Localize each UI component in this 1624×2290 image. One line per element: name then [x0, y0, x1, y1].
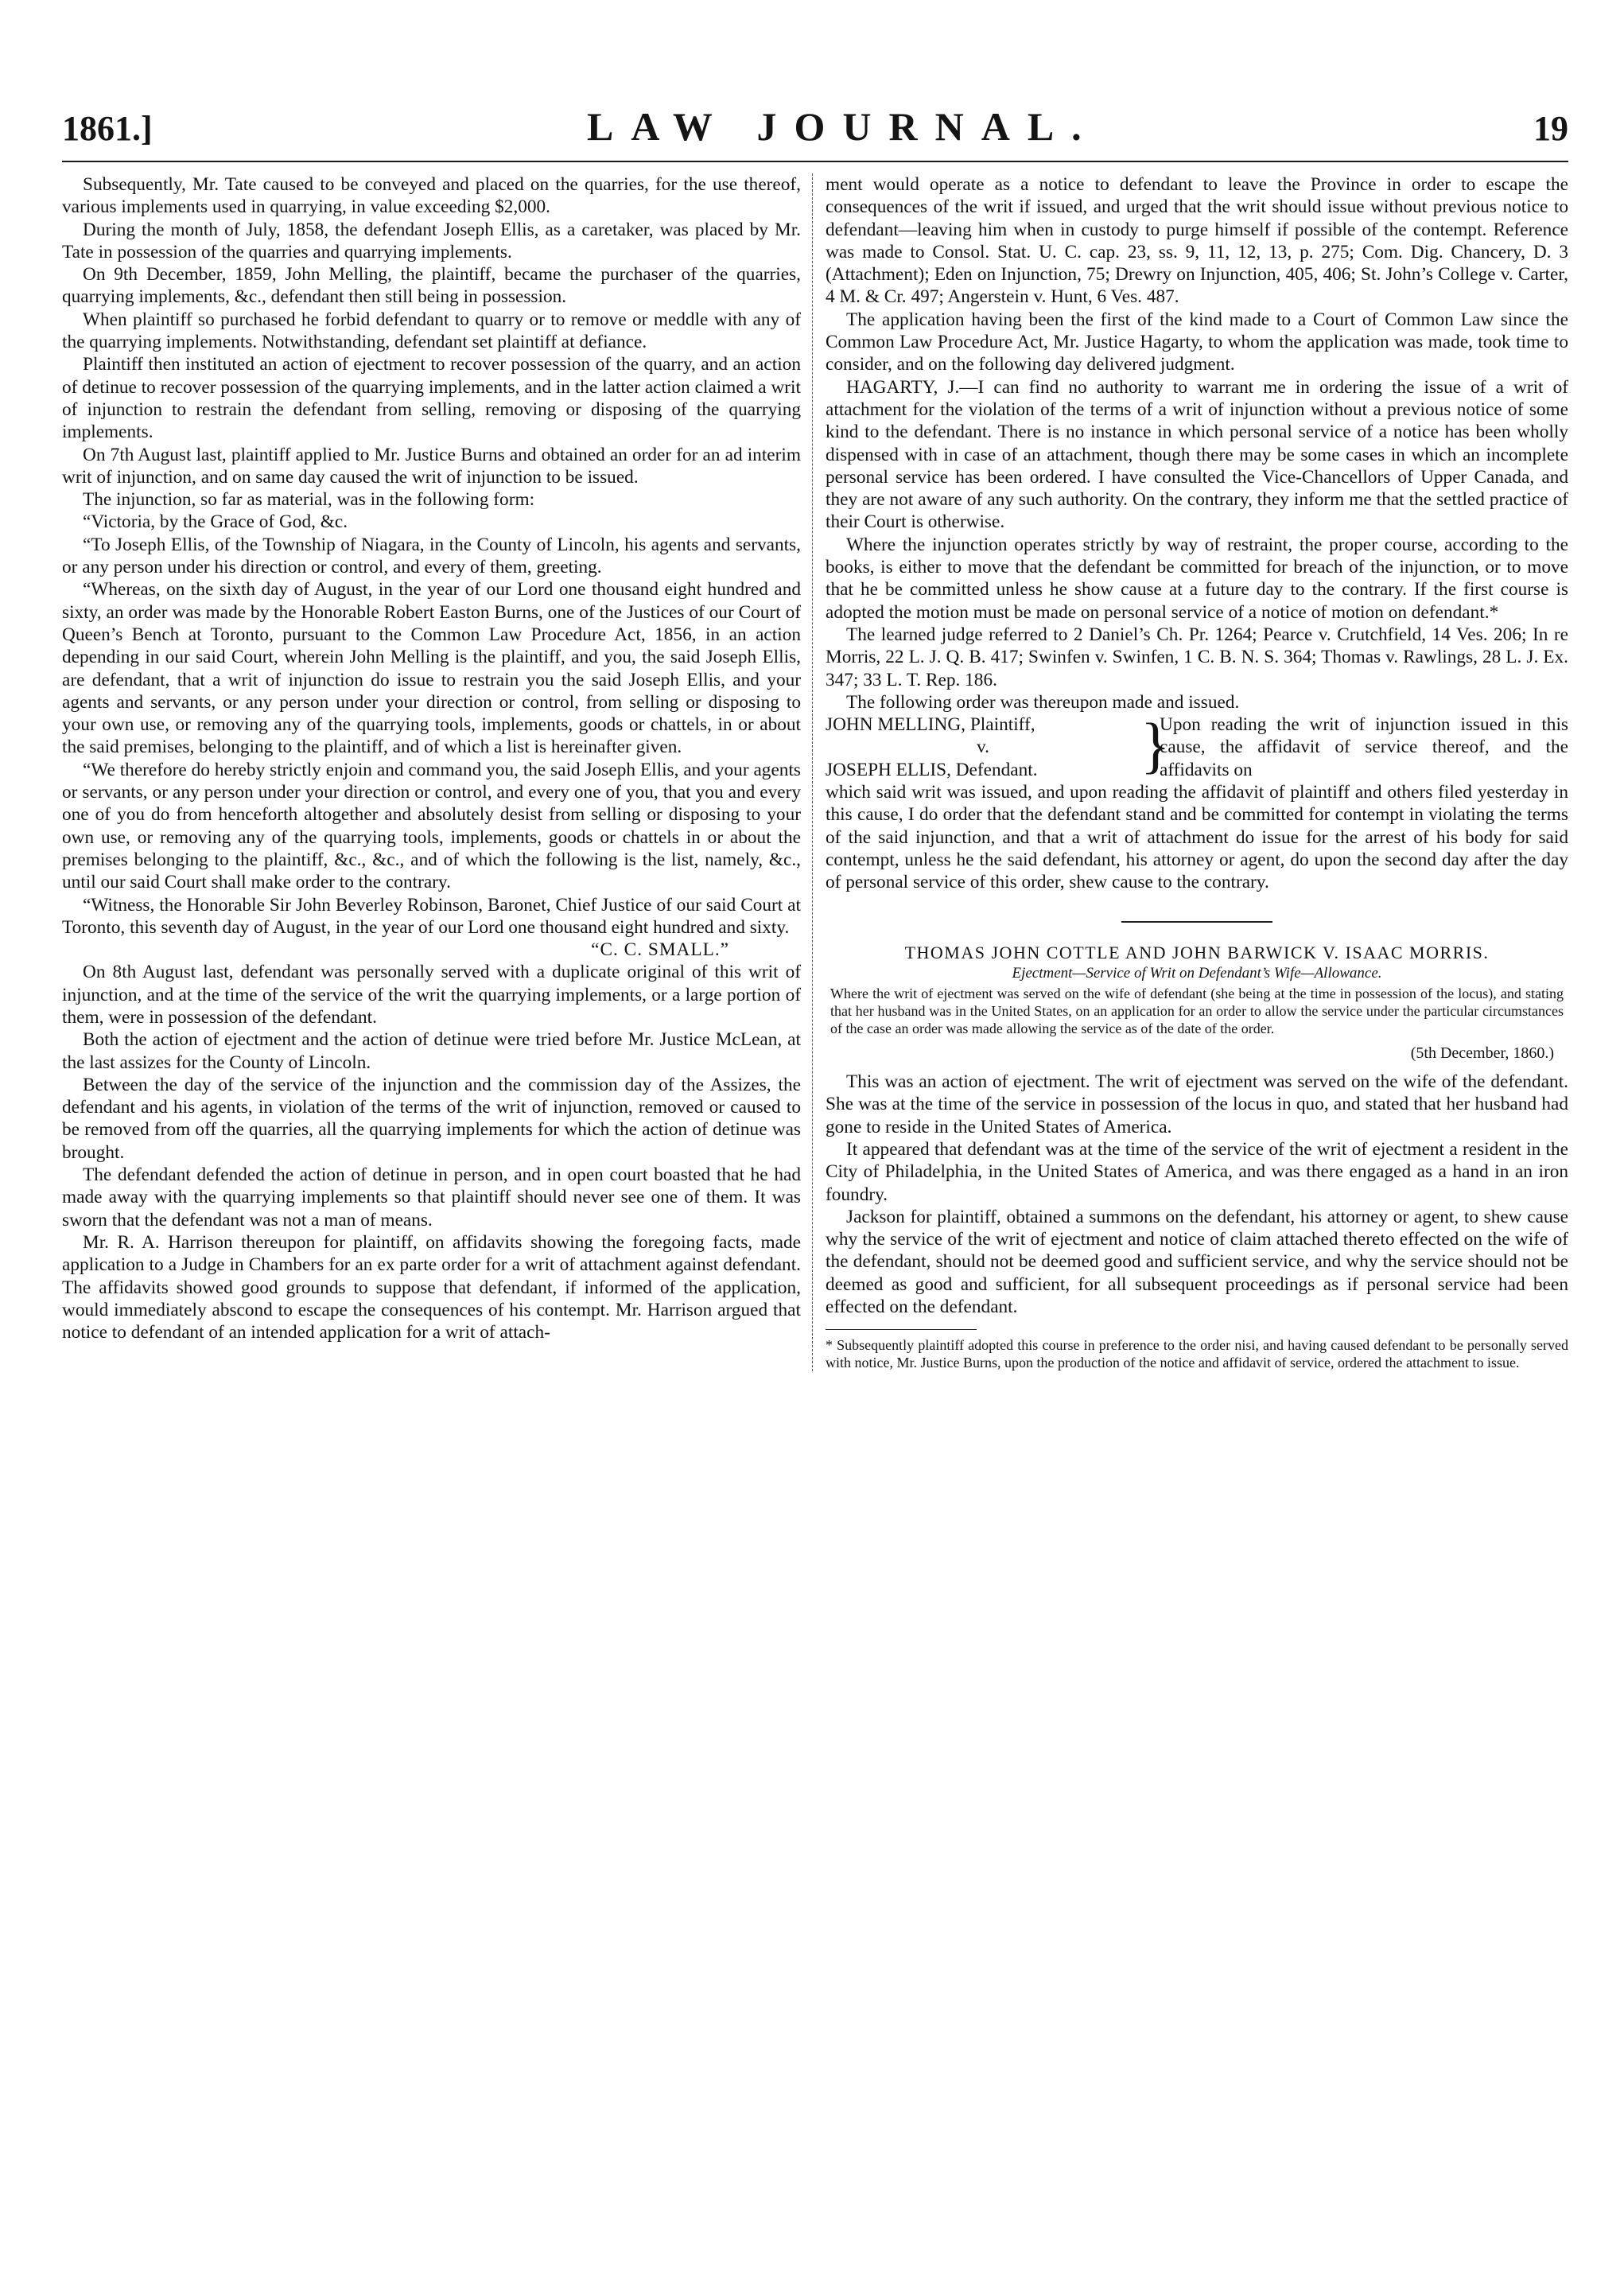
footnote-rule [826, 1329, 977, 1330]
left-column [62, 173, 813, 1371]
order-plaintiff: JOHN MELLING, Plaintiff, [826, 714, 1035, 736]
case-subtitle: Ejectment—Service of Writ on Defendant’s Wife—Allowance. [1012, 964, 1382, 982]
brace-glyph: } [1140, 710, 1171, 780]
paragraph: Both the action of ejectment and the action of detinue were tried before Mr. Justice McLean, at the last assizes for the County of Lincoln. [62, 1029, 801, 1073]
page-header [62, 103, 1568, 154]
paragraph: “Whereas, on the sixth day of August, in the year of our Lord one thousand eight hundred and sixty, an order was made by the Honorable Robert Easton Burns, one of the Justices of our Court of Queen’s Bench at Toronto, pursuant to the Common Law Procedure Act, 1856, in an action depending in our said Court, wherein John Melling is the plaintiff, and you, the said Joseph Ellis, are defendant, that a writ of injunction do issue to restrain you the said Joseph Ellis, and your agents and servants, or any person under your direction or control, from selling or disposing to your own use, or removing any of the quarrying tools, implements, goods or chattels, in or about the said premises, belonging to the plaintiff, and of which a list is hereinafter given. [62, 579, 801, 758]
paragraph: Between the day of the service of the injunction and the commission day of the Assizes, the defendant and his agents, in violation of the terms of the writ of injunction, removed or caused to be removed from off the quarries, all the quarrying implements for which the action of detinue was brought. [62, 1074, 801, 1163]
paragraph: The defendant defended the action of detinue in person, and in open court boasted that he had made away with the quarrying implements so that plaintiff should never see one of them. It was sworn that the defendant was not a man of means. [62, 1164, 801, 1231]
paragraph: ment would operate as a notice to defendant to leave the Province in order to escape the consequences of the writ if issued, and urged that the writ should issue without previous notice to defendant—leaving him when in custody to purge himself if possible of the contempt. Reference was made to Consol. Stat. U. C. cap. 23, ss. 9, 11, 12, 13, p. 275; Com. Dig. Chancery, D. 3 (Attachment); Eden on Injunction, 75; Drewry on Injunction, 405, 406; St. John’s College v. Carter, 4 M. & Cr. 497; Angerstein v. Hunt, 6 Ves. 487. [826, 174, 1568, 308]
right-column [818, 173, 1568, 1371]
paragraph: On 8th August last, defendant was personally served with a duplicate original of this writ of injunction, and at the time of the service of the writ the quarrying implements, or a large portion of them, were in possession of the defendant. [62, 962, 801, 1028]
paragraph: “We therefore do hereby strictly enjoin and command you, the said Joseph Ellis, and your agents or servants, or any person under your direction or control, and every one of you, that you and every one of you do from henceforth altogether and absolutely desist from selling or disposing to your own use, or removing any of the quarrying tools, implements, goods or chattels in or about the premises belonging to the plaintiff, &c., &c., and of which the following is the list, namely, &c., until our said Court shall make order to the contrary. [62, 759, 801, 893]
case-title: THOMAS JOHN COTTLE AND JOHN BARWICK V. ISAAC MORRIS. [904, 942, 1490, 962]
paragraph: This was an action of ejectment. The writ of ejectment was served on the wife of the defendant. She was at the time of the service in possession of the locus in quo, and stated that her husband had gone to reside in the United States of America. [826, 1071, 1568, 1137]
paragraph: The application having been the first of the kind made to a Court of Common Law since the Common Law Procedure Act, Mr. Justice Hagarty, to whom the application was made, took time to consider, and on the following day delivered judgment. [826, 309, 1568, 375]
paragraph: Jackson for plaintiff, obtained a summons on the defendant, his attorney or agent, to shew cause why the service of the writ of ejectment and notice of claim attached thereto effected on the wife of the defendant, should not be deemed good and sufficient service, and why the service should not be deemed as good and sufficient, for all subsequent proceedings as if personal service had been effected on the defendant. [826, 1206, 1568, 1318]
paragraph: “Victoria, by the Grace of God, &c. [83, 511, 348, 533]
paragraph: “Witness, the Honorable Sir John Beverley Robinson, Baronet, Chief Justice of our said Court at Toronto, this seventh day of August, in the year of our Lord one thousand eight hundred and sixty. [62, 894, 801, 938]
writ-signature: “C. C. SMALL.” [591, 939, 729, 961]
paragraph: During the month of July, 1858, the defendant Joseph Ellis, as a caretaker, was placed by Mr. Tate in possession of the quarries and quarrying implements. [62, 219, 801, 262]
text-columns [62, 173, 1568, 1371]
court-order-heading [826, 710, 1568, 781]
paragraph: Subsequently, Mr. Tate caused to be conveyed and placed on the quarries, for the use thereof, various implements used in quarrying, in value exceeding $2,000. [62, 174, 801, 218]
case-headnote: Where the writ of ejectment was served on the wife of defendant (she being at the time in possession of the locus), and stating that her husband was in the United States, on an application for an order to allow the service under the particular circumstances of the case an order was made allowing the service as of the date of the order. [830, 985, 1564, 1036]
journal-title: LAW JOURNAL. [586, 104, 1099, 149]
order-first-lines: Upon reading the writ of injunction issued in this cause, the affidavit of service thereof, and the affidavits on [1160, 714, 1568, 780]
paragraph: Plaintiff then instituted an action of ejectment to recover possession of the quarry, and an action of detinue to recover possession of the quarrying implements, and in the latter action claimed a writ of injunction to restrain the defendant from selling, removing or disposing of the quarrying implements. [62, 354, 801, 443]
paragraph: It appeared that defendant was at the time of the service of the writ of ejectment a resident in the City of Philadelphia, in the United States of America, and was there engaged as a hand in an iron foundry. [826, 1138, 1568, 1205]
page-number: 19 [1533, 109, 1568, 148]
section-divider [1121, 921, 1272, 923]
paragraph: On 7th August last, plaintiff applied to Mr. Justice Burns and obtained an order for an ad interim writ of injunction, and on same day caused the writ of injunction to be issued. [62, 444, 801, 488]
paragraph: “To Joseph Ellis, of the Township of Niagara, in the County of Lincoln, his agents and servants, or any person under his direction or control, and every of them, greeting. [62, 534, 801, 578]
paragraph: On 9th December, 1859, John Melling, the plaintiff, became the purchaser of the quarries, quarrying implements, &c., defendant then still being in possession. [62, 264, 801, 308]
paragraph: Mr. R. A. Harrison thereupon for plaintiff, on affidavits showing the foregoing facts, made application to a Judge in Chambers for an ex parte order for a writ of attachment against defendant. The affidavits showed good grounds to suppose that defendant, if informed of the application, would immediately abscond to escape the consequences of his contempt. Mr. Harrison argued that notice to defendant of an intended application for a writ of attach- [62, 1231, 801, 1343]
page-year: 1861.] [62, 109, 153, 148]
paragraph: The injunction, so far as material, was in the following form: [83, 489, 535, 511]
paragraph: Where the injunction operates strictly by way of restraint, the proper course, according to the books, is either to move that the defendant be committed for breach of the injunction, or to move that he be committed unless he show cause at a future day to the contrary. If the first course is adopted the motion must be made on personal service of a notice of motion on defendant.* [826, 534, 1568, 623]
order-versus: v. [977, 737, 989, 758]
footnote: * Subsequently plaintiff adopted this course in preference to the order nisi, and having caused defendant to be personally served with notice, Mr. Justice Burns, upon the production of the notice and affidavit of service, ordered the attachment to issue. [826, 1337, 1568, 1371]
order-text: which said writ was issued, and upon reading the affidavit of plaintiff and others filed yesterday in this cause, I do order that the defendant stand and be committed for contempt in violating the terms of the said injunction, and that a writ of attachment do issue for the arrest of his body for said contempt, unless he the said defendant, his attorney or agent, do upon the second day after the day of personal service of this order, shew cause to the contrary. [826, 782, 1568, 893]
judgment-paragraph: HAGARTY, J.—I can find no authority to warrant me in ordering the issue of a writ of attachment for the violation of the terms of a writ of injunction without a previous notice of some kind to the defendant. There is no instance in which personal service of a notice has been wholly dispensed with in case of an attachment, though there may be some cases in which an incomplete personal service has been ordered. I have consulted the Vice-Chancellors of Upper Canada, and they are not aware of any such authority. On the contrary, they inform me that the settled practice of their Court is otherwise. [826, 376, 1568, 533]
case-date: (5th December, 1860.) [1410, 1044, 1554, 1062]
paragraph: When plaintiff so purchased he forbid defendant to quarry or to remove or meddle with any of the quarrying implements. Notwithstanding, defendant set plaintiff at defiance. [62, 309, 801, 353]
order-defendant: JOSEPH ELLIS, Defendant. [826, 759, 1038, 780]
order-parties [826, 713, 1140, 781]
paragraph: The following order was thereupon made and issued. [846, 691, 1240, 713]
header-rule [62, 161, 1568, 162]
paragraph: The learned judge referred to 2 Daniel’s Ch. Pr. 1264; Pearce v. Crutchfield, 14 Ves. 206; In re Morris, 22 L. J. Q. B. 417; Swinfen v. Swinfen, 1 C. B. N. S. 364; Thomas v. Rawlings, 28 L. J. Ex. 347; 33 L. T. Rep. 186. [826, 624, 1568, 690]
